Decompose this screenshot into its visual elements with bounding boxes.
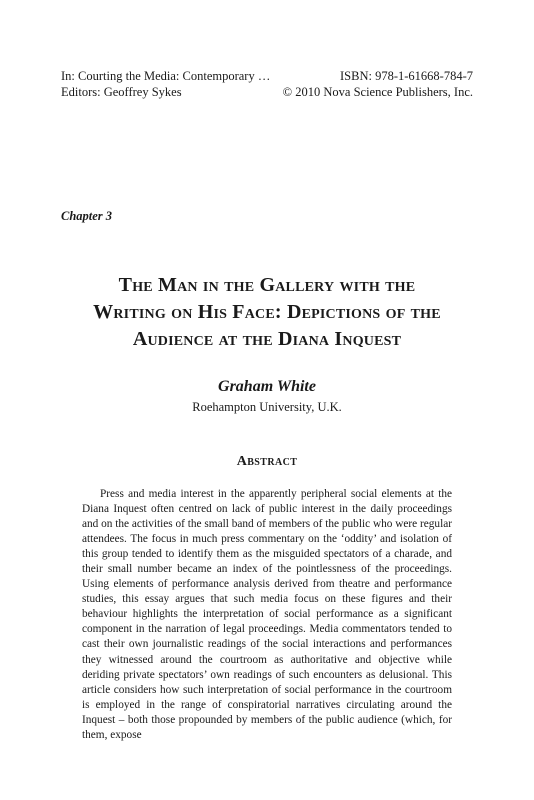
title-line-1: The Man in the Gallery with the [118, 274, 416, 296]
chapter-label: Chapter 3 [61, 209, 113, 223]
editors: Editors: Geoffrey Sykes [61, 85, 182, 99]
title-line-2: Writing on His Face: Depictions of the [93, 301, 441, 323]
author-name: Graham White [218, 378, 316, 395]
publication-header [61, 68, 473, 100]
header-row-2 [61, 84, 473, 100]
abstract-heading: Abstract [236, 454, 298, 469]
isbn: ISBN: 978-1-61668-784-7 [340, 69, 473, 83]
chapter-title [50, 272, 484, 353]
abstract-body: Press and media interest in the apparently peripheral social elements at the Diana Inquest often centred on lack of public interest in the daily proceedings and on the activities of the small band of members of the public who were regular attendees. The focus in much press commentary on the ‘oddity’ and isolation of this group tended to identify them as the misguided spectators of a charade, and their small number became an index of the pointlessness of the proceedings. Using elements of performance analysis derived from theatre and performance studies, this essay argues that such media focus on these figures and their behaviour highlights the interpretation of social performance as a significant component in the narration of legal proceedings. Media commentators tended to cast their own journalistic readings of the social interactions and performances they witnessed around the courtroom as authoritative and objective while deriding private spectators’ own readings of such encounters as delusional. This article considers how such interpretation of social performance in the courtroom is employed in the range of conspiratorial narratives circulating around the Inquest – both those propounded by members of the public audience (which, for them, expose [82, 488, 452, 741]
book-citation: In: Courting the Media: Contemporary … [61, 69, 271, 83]
title-line-3: Audience at the Diana Inquest [132, 328, 402, 350]
header-row-1 [61, 68, 473, 84]
author-affiliation: Roehampton University, U.K. [192, 400, 342, 414]
publisher-copyright: © 2010 Nova Science Publishers, Inc. [282, 85, 473, 99]
